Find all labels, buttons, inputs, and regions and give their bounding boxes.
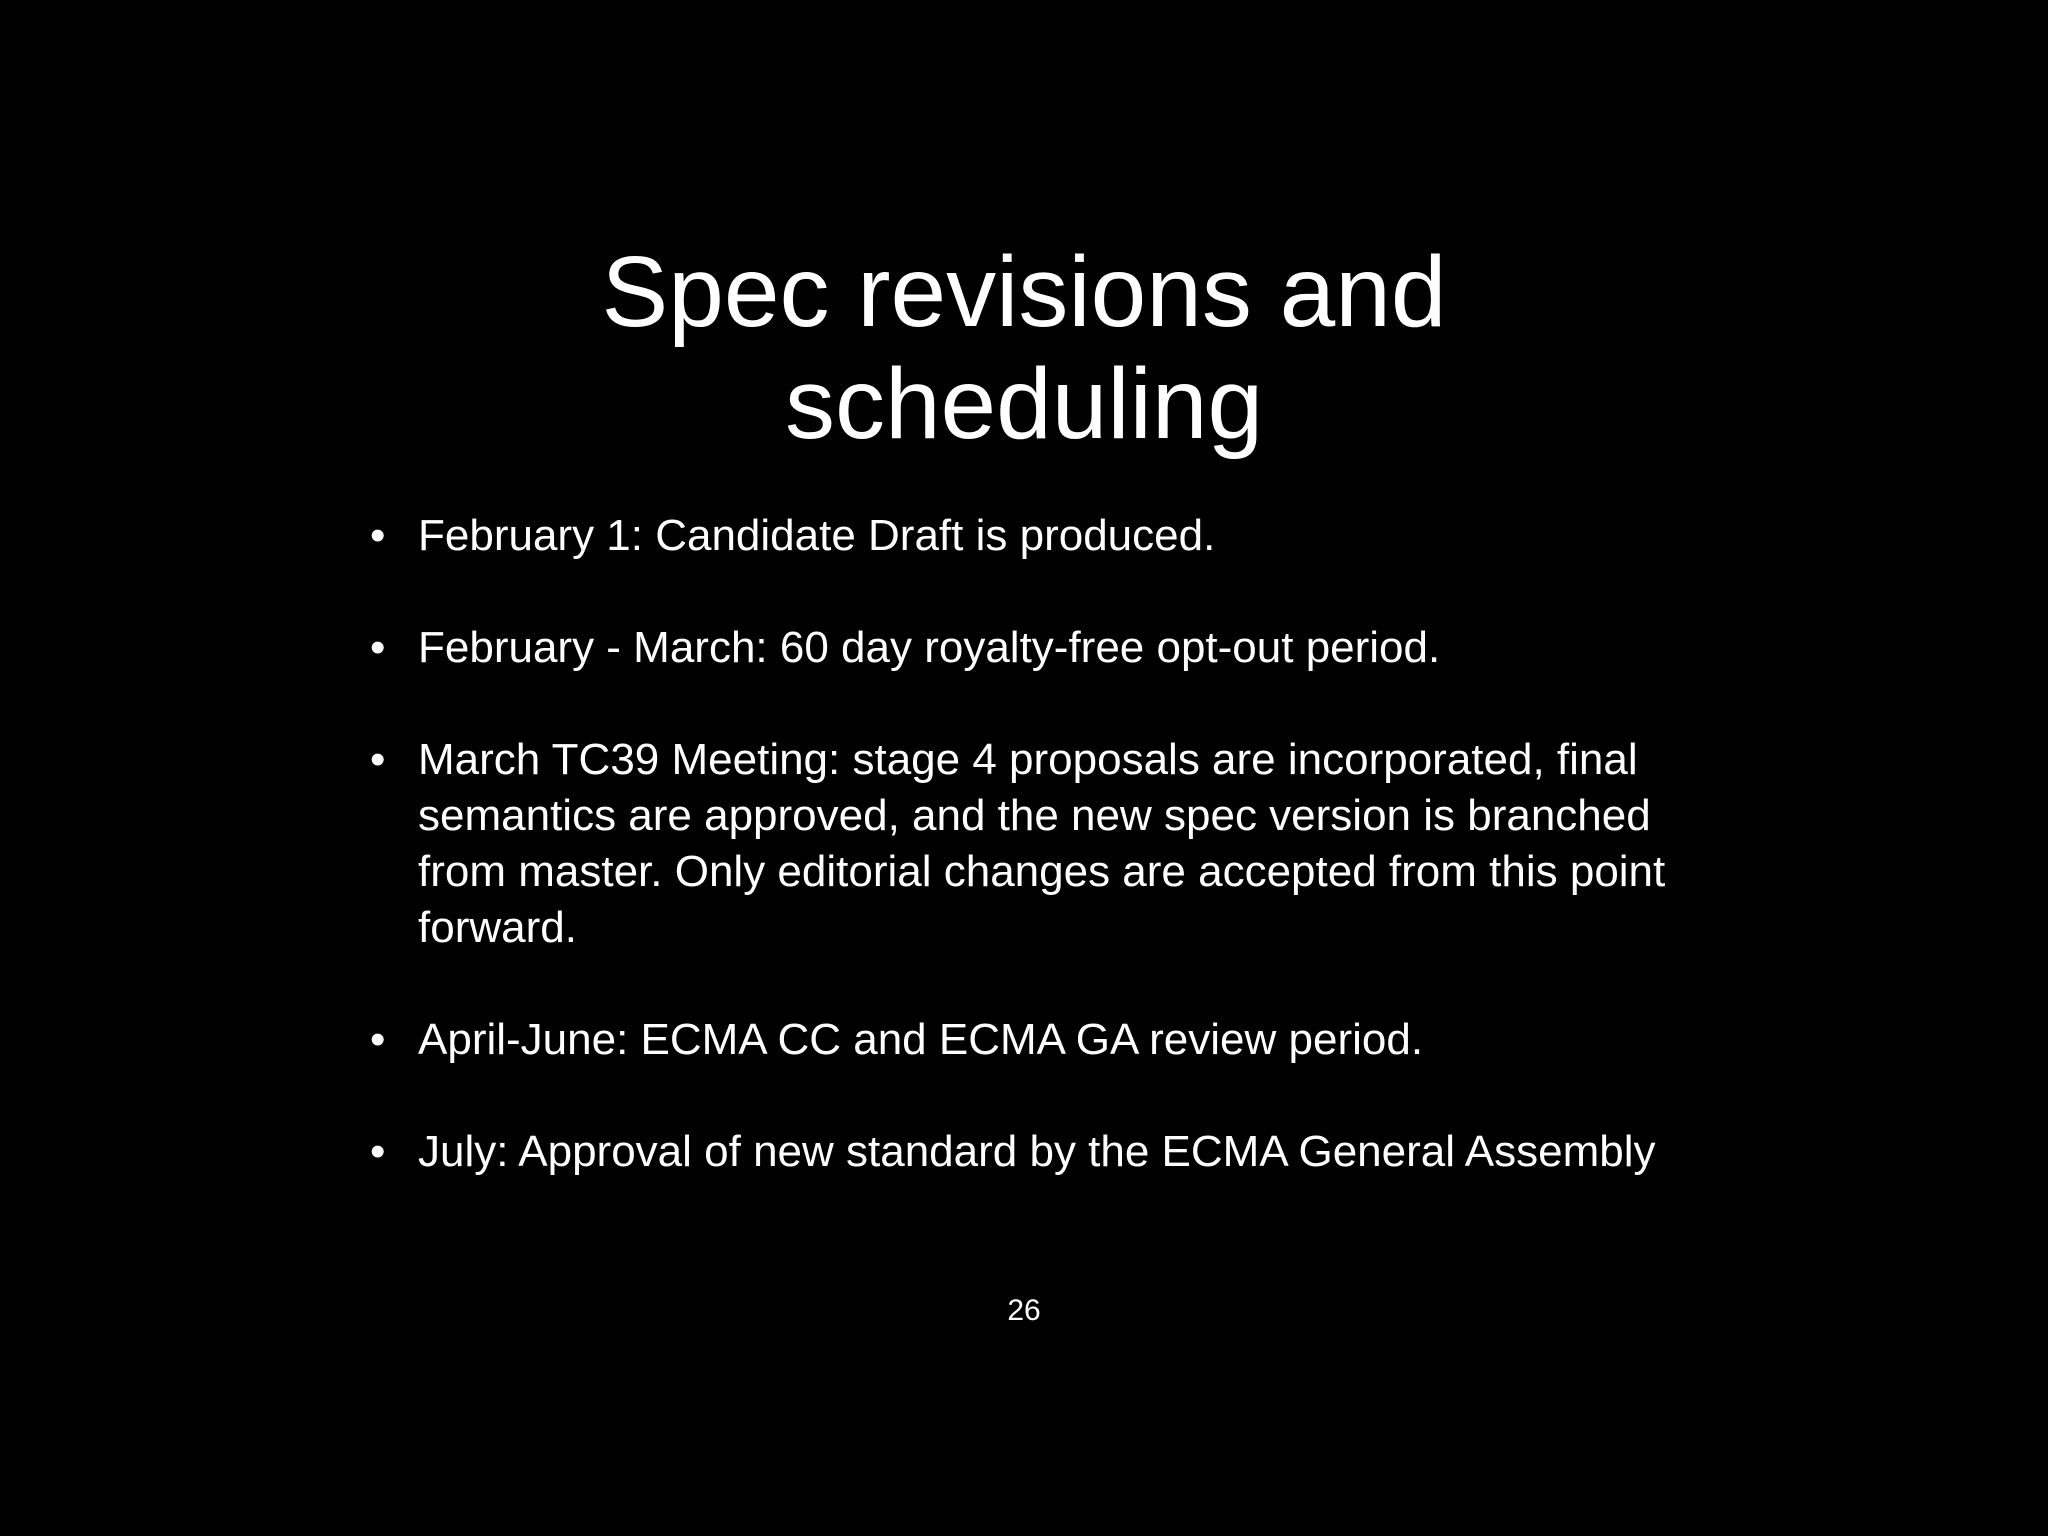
bullet-text: March TC39 Meeting: stage 4 proposals are incorporated, final semantics are approved, and the new spec version is branched from master. Only editorial changes are accepted from this point forward. [418,735,1666,952]
bullet-icon: • [370,623,386,672]
bullet-icon: • [370,735,386,784]
bullet-text: April-June: ECMA CC and ECMA GA review period. [418,1015,1424,1064]
bullet-text: July: Approval of new standard by the ECMA General Assembly [418,1127,1656,1176]
bullet-item-february-1 [370,508,1690,564]
slide-title [324,236,1724,460]
bullet-text: February 1: Candidate Draft is produced. [418,511,1216,560]
bullet-item-february-march [370,620,1690,676]
page-number: 26 [1007,1294,1041,1327]
bullet-icon: • [370,1015,386,1064]
slide-title-line-2: scheduling [784,348,1264,460]
bullet-item-july [370,1124,1690,1180]
slide-title-line-1: Spec revisions and [601,236,1447,348]
bullet-icon: • [370,511,386,560]
bullet-list [370,508,1690,1236]
bullet-item-april-june [370,1012,1690,1068]
bullet-icon: • [370,1127,386,1176]
bullet-item-march-meeting [370,732,1690,956]
bullet-text: February - March: 60 day royalty-free opt-out period. [418,623,1441,672]
